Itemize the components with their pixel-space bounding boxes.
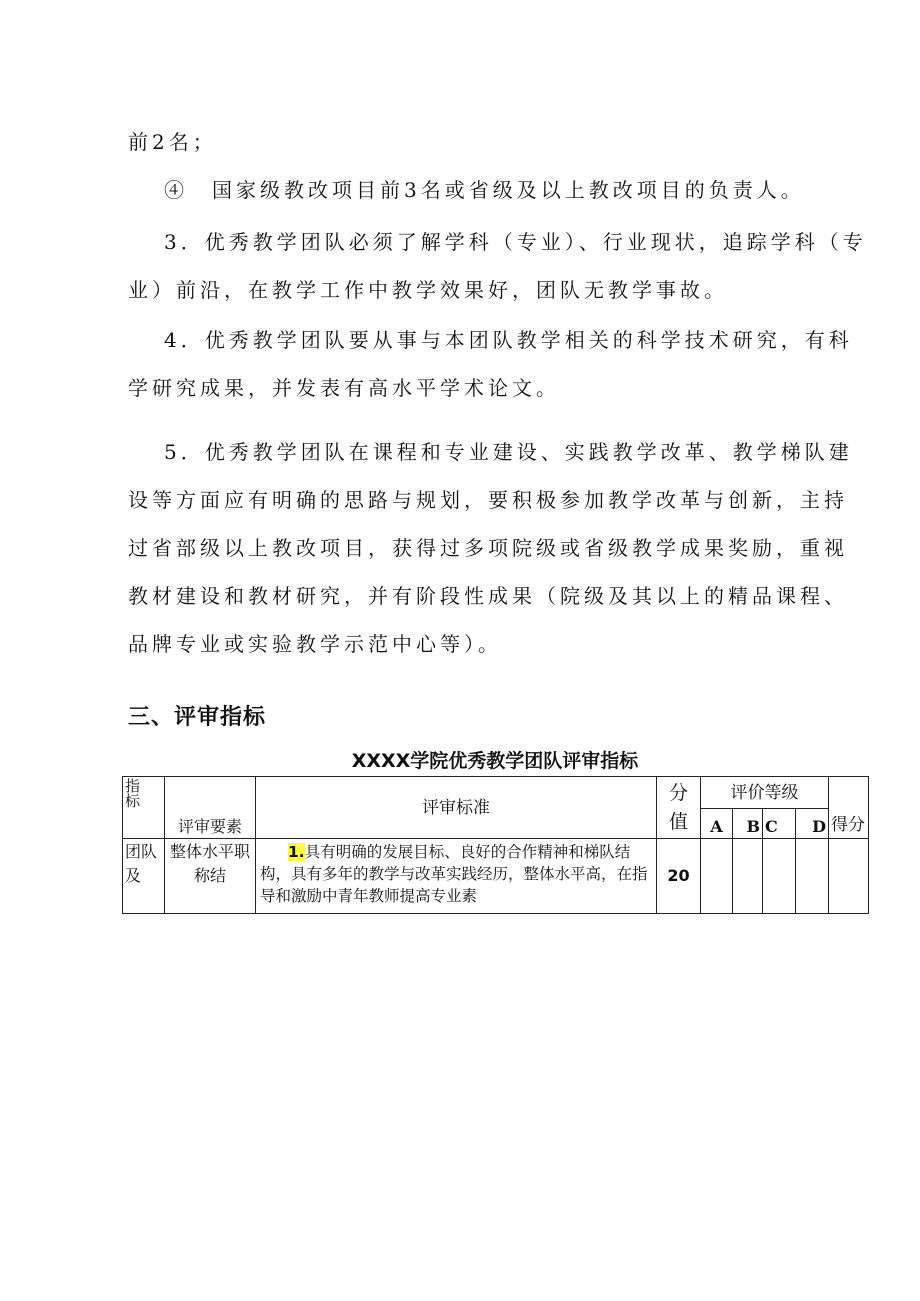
body-paragraph-4: 4．优秀教学团队要从事与本团队教学相关的科学技术研究，有科学研究成果，并发表有高水平学术论文。	[128, 328, 853, 400]
evaluation-table	[122, 776, 869, 914]
header-grade-c: C	[763, 809, 796, 839]
criterion-number: 1.	[288, 843, 305, 861]
criterion-text: 具有明确的发展目标、良好的合作精神和梯队结构，具有多年的教学与改革实践经历，整体水平高，在指导和激励中青年教师提高专业素	[260, 843, 648, 905]
header-grade-d: D	[796, 809, 829, 839]
table-title: XXXX学院优秀教学团队评审指标	[351, 750, 639, 772]
header-standard: 评审标准	[256, 777, 657, 839]
row-result-cell	[829, 839, 869, 914]
header-indicator-line1: 指	[125, 777, 141, 795]
row-element: 整体水平职称结	[165, 839, 256, 914]
header-result	[829, 777, 869, 839]
header-indicator-line2: 标	[125, 792, 141, 810]
row-indicator: 团队及	[123, 839, 165, 914]
header-result-text: 得分	[831, 816, 865, 835]
body-paragraph-3: 3．优秀教学团队必须了解学科（专业）、行业现状，追踪学科（专业）前沿，在教学工作中教学效果好，团队无教学事故。	[128, 230, 867, 302]
row-grade-d-cell	[796, 839, 829, 914]
row-grade-a-cell	[701, 839, 733, 914]
row-score: 20	[657, 839, 701, 914]
header-grade-b: B	[733, 809, 763, 839]
row-criterion	[256, 839, 657, 914]
header-score-line2: 值	[668, 811, 688, 833]
section-heading: 三、评审指标	[128, 705, 267, 730]
table-row	[123, 839, 869, 914]
row-grade-b-cell	[733, 839, 763, 914]
table-header-row	[123, 777, 869, 809]
header-score-line1: 分	[668, 782, 688, 804]
body-item-4: ④ 国家级教改项目前3名或省级及以上教改项目的负责人。	[164, 178, 805, 202]
header-score	[657, 777, 701, 839]
row-grade-c-cell	[763, 839, 796, 914]
header-indicator	[123, 777, 165, 839]
header-grade-a: A	[701, 809, 733, 839]
header-grade: 评价等级	[701, 777, 829, 809]
header-element: 评审要素	[165, 777, 256, 839]
body-paragraph-5: 5．优秀教学团队在课程和专业建设、实践教学改革、教学梯队建设等方面应有明确的思路与规划，要积极参加教学改革与创新，主持过省部级以上教改项目，获得过多项院级或省级教学成果奖励，重视教材建设和教材研究，并有阶段性成果（院级及其以上的精品课程、品牌专业或实验教学示范中心等）。	[128, 440, 853, 656]
body-line-continuation: 前2名；	[128, 130, 217, 154]
